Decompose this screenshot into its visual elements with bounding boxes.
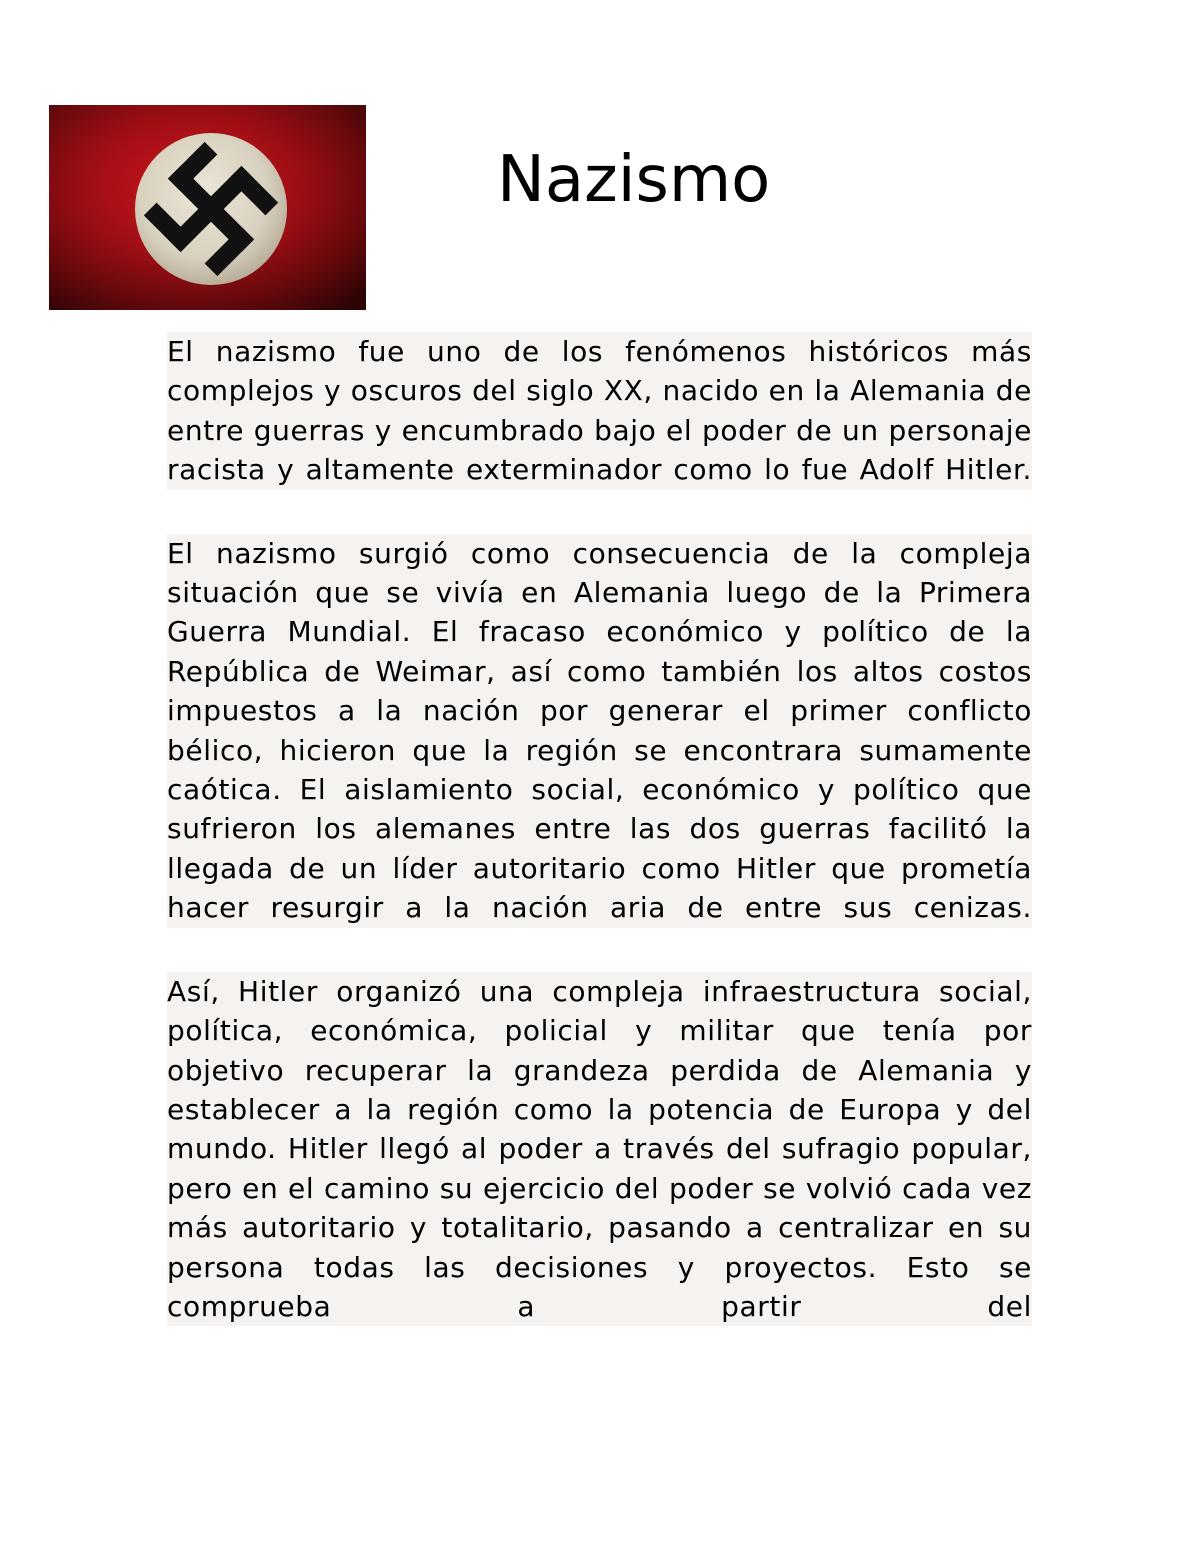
swastika-flag-image bbox=[49, 105, 366, 310]
paragraph: El nazismo surgió como consecuencia de la compleja situación que se vivía en Alemania luego de la Primera Guerra Mundial. El fracaso económico y político de la República de Weimar, así como también los altos costos impuestos a la nación por generar el primer conflicto bélico, hicieron que la región se encontrara sumamente caótica. El aislamiento social, económico y político que sufrieron los alemanes entre las dos guerras facilitó la llegada de un líder autoritario como Hitler que prometía hacer resurgir a la nación aria de entre sus cenizas. bbox=[167, 534, 1032, 928]
document-title: Nazismo bbox=[497, 143, 771, 217]
document-body bbox=[167, 332, 1032, 1326]
paragraph: El nazismo fue uno de los fenómenos históricos más complejos y oscuros del siglo XX, nacido en la Alemania de entre guerras y encumbrado bajo el poder de un personaje racista y altamente exterminador como lo fue Adolf Hitler. bbox=[167, 332, 1032, 490]
paragraph: Así, Hitler organizó una compleja infraestructura social, política, económica, policial y militar que tenía por objetivo recuperar la grandeza perdida de Alemania y establecer a la región como la potencia de Europa y del mundo. Hitler llegó al poder a través del sufragio popular, pero en el camino su ejercicio del poder se volvió cada vez más autoritario y totalitario, pasando a centralizar en su persona todas las decisiones y proyectos. Esto se comprueba a partir del bbox=[167, 972, 1032, 1327]
flag-illustration bbox=[49, 105, 366, 310]
paragraph-spacer bbox=[167, 928, 1032, 972]
paragraph-spacer bbox=[167, 490, 1032, 534]
